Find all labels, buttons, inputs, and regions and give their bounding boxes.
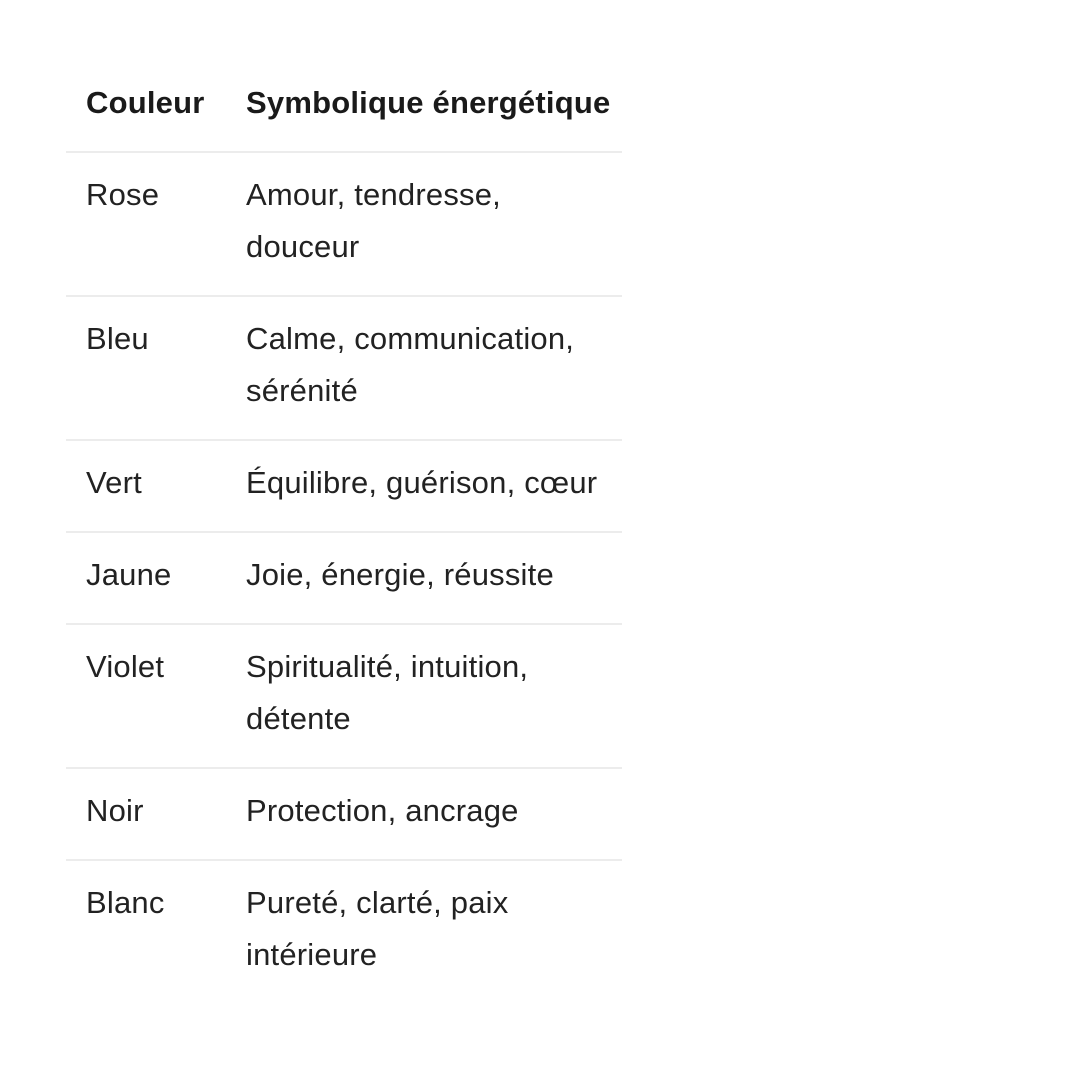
- row-symbol: Protection, ancrage: [246, 793, 519, 828]
- header-symbol: Symbolique énergétique: [246, 85, 611, 120]
- table-body: [66, 152, 622, 1003]
- table-row: [66, 152, 622, 296]
- row-color: Violet: [86, 649, 165, 684]
- row-color: Rose: [86, 177, 160, 212]
- row-symbol: Pureté, clarté, paix intérieure: [246, 885, 509, 972]
- table-row: [66, 860, 622, 1003]
- row-color: Blanc: [86, 885, 165, 920]
- table-row: [66, 440, 622, 532]
- table-row: [66, 624, 622, 768]
- color-symbolism-table-wrapper: [66, 24, 622, 1003]
- row-symbol: Équilibre, guérison, cœur: [246, 465, 598, 500]
- row-color: Noir: [86, 793, 144, 828]
- header-row: [66, 24, 622, 152]
- table-header: [66, 24, 622, 152]
- color-symbolism-table: [66, 24, 622, 1003]
- row-symbol: Amour, tendresse, douceur: [246, 177, 501, 264]
- table-row: [66, 296, 622, 440]
- row-symbol: Spiritualité, intuition, détente: [246, 649, 529, 736]
- row-symbol: Joie, énergie, réussite: [246, 557, 554, 592]
- row-color: Jaune: [86, 557, 172, 592]
- row-color: Bleu: [86, 321, 149, 356]
- row-color: Vert: [86, 465, 142, 500]
- table-row: [66, 532, 622, 624]
- row-symbol: Calme, communication, sérénité: [246, 321, 575, 408]
- table-row: [66, 768, 622, 860]
- header-color: Couleur: [86, 85, 205, 120]
